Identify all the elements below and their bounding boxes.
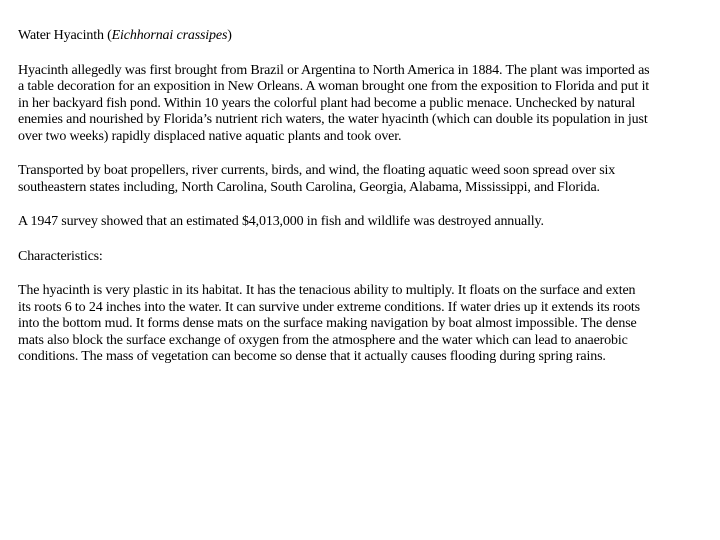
document-title bbox=[18, 28, 720, 45]
history-paragraph bbox=[18, 63, 720, 146]
paragraph-line: a table decoration for an exposition in New Orleans. A woman brought one from the exposition to Florida and put it bbox=[18, 79, 650, 94]
title-prefix: Water Hyacinth ( bbox=[18, 28, 112, 43]
paragraph-line: over two weeks) rapidly displaced native aquatic plants and took over. bbox=[18, 128, 402, 144]
paragraph-line: into the bottom mud. It forms dense mats on the surface making navigation by boat almost impossible. The dense bbox=[18, 316, 637, 331]
paragraph-line: Hyacinth allegedly was first brought from Brazil or Argentina to North America in 1884. The plant was imported as bbox=[18, 62, 650, 78]
spread-paragraph bbox=[18, 163, 720, 196]
heading-line: Characteristics: bbox=[18, 248, 103, 264]
species-name: Eichhornai crassipes bbox=[111, 28, 228, 43]
paragraph-line: mats also block the surface exchange of oxygen from the atmosphere and the water which can lead to anaerobic bbox=[18, 332, 628, 348]
characteristics-heading bbox=[18, 249, 720, 266]
paragraph-line: A 1947 survey showed that an estimated $4,013,000 in fish and wildlife was destroyed annually. bbox=[18, 214, 544, 229]
title-line bbox=[18, 28, 720, 45]
paragraph-line: southeastern states including, North Carolina, South Carolina, Georgia, Alabama, Mississippi, and Florida. bbox=[18, 179, 600, 195]
paragraph-line: enemies and nourished by Florida’s nutrient rich waters, the water hyacinth (which can double its population in just bbox=[18, 112, 648, 127]
paragraph-line: Transported by boat propellers, river currents, birds, and wind, the floating aquatic weed soon spread over six bbox=[18, 163, 616, 178]
paragraph-line: in her backyard fish pond. Within 10 years the colorful plant had become a public menace. Unchecked by natural bbox=[18, 95, 636, 111]
paragraph-line: conditions. The mass of vegetation can become so dense that it actually causes flooding during spring rains. bbox=[18, 349, 606, 364]
characteristics-paragraph bbox=[18, 283, 720, 366]
paragraph-line: The hyacinth is very plastic in its habitat. It has the tenacious ability to multiply. It floats on the surface and exten bbox=[18, 283, 636, 298]
survey-paragraph bbox=[18, 214, 720, 231]
paragraph-line: its roots 6 to 24 inches into the water. It can survive under extreme conditions. If water dries up it extends its roots bbox=[18, 299, 640, 315]
document-body bbox=[18, 28, 720, 384]
title-suffix: ) bbox=[227, 28, 232, 43]
